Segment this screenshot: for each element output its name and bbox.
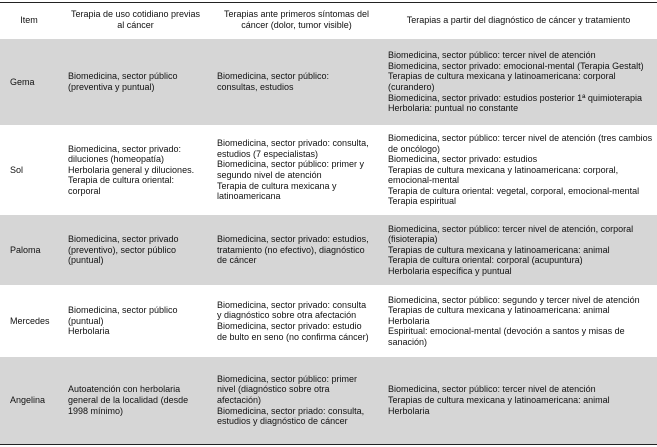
therapy-entry: Terapia de cultura oriental: vegetal, corporal, emocional-mental xyxy=(388,185,640,196)
therapy-entry: Terapia espiritual xyxy=(388,196,457,207)
therapy-entry: Terapias de cultura mexicana y latinoamericana: animal xyxy=(388,244,610,255)
therapy-entry: Biomedicina, sector privado: estudios, tratamiento (no efectivo), diagnóstico de cáncer xyxy=(217,234,369,266)
therapy-entry: Terapias de cultura mexicana y latinoamericana: corporal (curandero) xyxy=(388,71,616,92)
item-name: Angelina xyxy=(0,356,58,444)
therapy-entry: Biomedicina, sector privado: consulta y diagnóstico sobre otra afectación xyxy=(217,299,367,321)
therapy-entry: Biomedicina, sector privado: consulta, estudios (7 especialistas) xyxy=(217,138,369,159)
therapy-entry: Terapias de cultura mexicana y latinoamericana: corporal, emocional-mental xyxy=(388,164,619,186)
therapy-entry: Biomedicina, sector público: tercer nivel de atención, corporal (fisioterapia) xyxy=(388,223,634,245)
therapy-entry: Biomedicina, sector privado: emocional-mental (Terapia Gestalt) xyxy=(388,60,644,71)
therapy-entry: Biomedicina, sector público: tercer nivel de atención xyxy=(388,384,596,395)
cell-c3 xyxy=(380,38,657,126)
therapy-entry: Biomedicina, sector privado (preventivo), sector público (puntual) xyxy=(68,234,179,266)
table-row xyxy=(0,126,657,214)
therapy-entry: Biomedicina, sector privado: diluciones (homeopatía) xyxy=(68,143,182,165)
header-daily-therapy: Terapia de uso cotidiano previas al cáncer xyxy=(70,9,201,30)
cell-c2 xyxy=(213,356,380,444)
therapy-entry: Biomedicina, sector privado: estudio de bulto en seno (no confirma cáncer) xyxy=(217,321,369,342)
cell-c3 xyxy=(380,356,657,444)
item-name: Sol xyxy=(10,164,24,175)
cell-c2 xyxy=(213,38,380,126)
therapy-entry: Biomedicina, sector privado: estudios posterior 1ª quimioterapia xyxy=(388,92,642,103)
therapy-entry: Terapia de cultura oriental: corporal xyxy=(68,175,175,196)
therapy-entry: Biomedicina, sector público: consultas, estudios xyxy=(217,71,330,92)
header-first-symptoms: Terapias ante primeros síntomas del cáncer (dolor, tumor visible) xyxy=(223,9,370,30)
header-row xyxy=(0,3,657,39)
therapy-entry: Biomedicina, sector público (puntual) xyxy=(68,305,178,326)
therapy-entry: Herbolaria específica y puntual xyxy=(388,265,512,276)
therapies-table xyxy=(0,2,657,445)
therapy-entry: Herbolaria xyxy=(388,405,430,416)
cell-c2 xyxy=(213,286,380,356)
therapy-entry: Biomedicina, sector privado: estudios xyxy=(388,154,538,165)
cell-c3 xyxy=(380,214,657,286)
table-row xyxy=(0,38,657,126)
table-row xyxy=(0,214,657,286)
therapy-entry: Biomedicina, sector priado: consulta, estudios y diagnóstico de cáncer xyxy=(217,405,365,427)
header-item: Item xyxy=(20,14,38,25)
therapy-entry: Autoatención con herbolaria general de la localidad (desde 1998 mínimo) xyxy=(68,384,189,416)
table-row xyxy=(0,356,657,444)
therapy-entry: Biomedicina, sector público: tercer nivel de atención xyxy=(388,50,596,61)
cell-c1 xyxy=(58,286,213,356)
therapy-entry: Herbolaria xyxy=(388,315,430,326)
therapy-entry: Terapia de cultura oriental: corporal (acupuntura) xyxy=(388,255,583,266)
cell-c1 xyxy=(58,126,213,214)
header-post-diagnosis: Terapias a partir del diagnóstico de cáncer y tratamiento xyxy=(406,14,631,25)
cell-c1 xyxy=(58,38,213,126)
therapy-entry: Biomedicina, sector público: primer y segundo nivel de atención xyxy=(217,159,365,180)
cell-c3 xyxy=(380,286,657,356)
item-name: Paloma xyxy=(0,214,58,286)
therapy-entry: Biomedicina, sector público: tercer nivel de atención (tres cambios de oncólogo) xyxy=(388,132,653,154)
therapy-entry: Terapia de cultura mexicana y latinoamericana xyxy=(217,180,337,202)
item-name: Mercedes xyxy=(10,315,50,326)
therapy-entry: Biomedicina, sector público (preventiva y puntual) xyxy=(68,71,178,92)
therapy-entry: Herbolaria xyxy=(68,326,110,337)
table-row xyxy=(0,286,657,356)
item-name: Gema xyxy=(0,38,58,126)
therapy-entry: Espiritual: emocional-mental (devoción a santos y misas de sanación) xyxy=(388,326,625,347)
cell-c2 xyxy=(213,126,380,214)
therapy-entry: Herbolaria: puntual no constante xyxy=(388,103,519,114)
cell-c3 xyxy=(380,126,657,214)
cell-c1 xyxy=(58,214,213,286)
therapy-entry: Terapias de cultura mexicana y latinoamericana: animal xyxy=(388,305,610,316)
cell-c1 xyxy=(58,356,213,444)
cell-c2 xyxy=(213,214,380,286)
therapy-entry: Herbolaria general y diluciones. xyxy=(68,164,195,175)
therapy-entry: Terapias de cultura mexicana y latinoamericana: animal xyxy=(388,394,610,405)
therapy-entry: Biomedicina, sector público: segundo y tercer nivel de atención xyxy=(388,294,640,305)
therapy-entry: Biomedicina, sector público: primer nivel (diagnóstico sobre otra afectación) xyxy=(217,373,358,405)
